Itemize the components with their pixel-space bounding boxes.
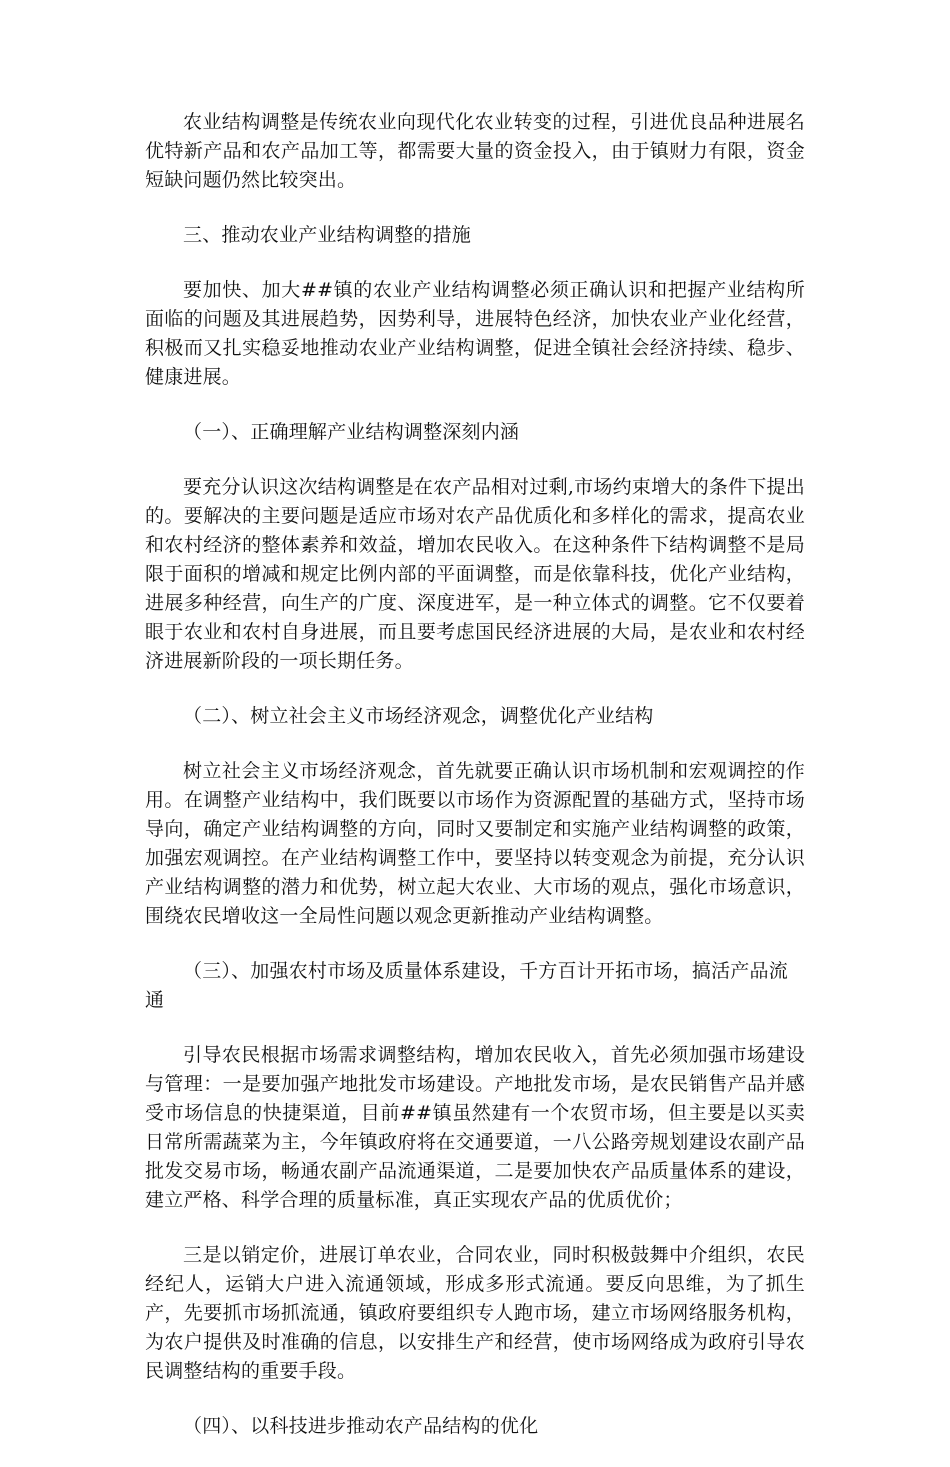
subheading-2: （二）、树立社会主义市场经济观念，调整优化产业结构 xyxy=(183,705,654,727)
document-body xyxy=(145,108,805,1467)
subheading-3: （三）、加强农村市场及质量体系建设，千方百计开拓市场，搞活产品流通 xyxy=(145,960,788,1011)
subheading-1: （一）、正确理解产业结构调整深刻内涵 xyxy=(183,421,520,443)
paragraph-subsection-3b: 三是以销定价，进展订单农业，合同农业，同时积极鼓舞中介组织，农民经纪人，运销大户进入流通领域，形成多形式流通。要反向思维，为了抓生产，先要抓市场抓流通，镇政府要组织专人跑市场，建立市场网络服务机构，为农户提供及时准确的信息，以安排生产和经营，使市场网络成为政府引导农民调整结构的重要手段。 xyxy=(145,1244,805,1382)
subheading-4: （四）、以科技进步推动农产品结构的优化 xyxy=(183,1415,539,1437)
paragraph-funding-shortage: 农业结构调整是传统农业向现代化农业转变的过程，引进优良品种进展名优特新产品和农产品加工等，都需要大量的资金投入，由于镇财力有限，资金短缺问题仍然比较突出。 xyxy=(145,111,805,191)
paragraph-subsection-3a: 引导农民根据市场需求调整结构，增加农民收入，首先必须加强市场建设与管理：一是要加强产地批发市场建设。产地批发市场，是农民销售产品并感受市场信息的快捷渠道，目前##镇虽然建有一个农贸市场，但主要是以买卖日常所需蔬菜为主，今年镇政府将在交通要道，一八公路旁规划建设农副产品批发交易市场，畅通农副产品流通渠道，二是要加快农产品质量体系的建设，建立严格、科学合理的质量标准，真正实现农产品的优质优价； xyxy=(145,1044,805,1211)
paragraph-subsection-2: 树立社会主义市场经济观念，首先就要正确认识市场机制和宏观调控的作用。在调整产业结构中，我们既要以市场作为资源配置的基础方式，坚持市场导向，确定产业结构调整的方向，同时又要制定和实施产业结构调整的政策，加强宏观调控。在产业结构调整工作中，要坚持以转变观念为前提，充分认识产业结构调整的潜力和优势，树立起大农业、大市场的观点，强化市场意识，围绕农民增收这一全局性问题以观念更新推动产业结构调整。 xyxy=(145,760,805,927)
paragraph-subsection-1: 要充分认识这次结构调整是在农产品相对过剩,市场约束增大的条件下提出的。要解决的主要问题是适应市场对农产品优质化和多样化的需求，提高农业和农村经济的整体素养和效益，增加农民收入。在这种条件下结构调整不是局限于面积的增减和规定比例内部的平面调整，而是依靠科技，优化产业结构，进展多种经营，向生产的广度、深度进军，是一种立体式的调整。它不仅要着眼于农业和农村自身进展，而且要考虑国民经济进展的大局，是农业和农村经济进展新阶段的一项长期任务。 xyxy=(145,476,805,672)
section-heading-measures: 三、推动农业产业结构调整的措施 xyxy=(183,224,472,246)
paragraph-measures-intro: 要加快、加大##镇的农业产业结构调整必须正确认识和把握产业结构所面临的问题及其进展趋势，因势利导，进展特色经济，加快农业产业化经营，积极而又扎实稳妥地推动农业产业结构调整，促进全镇社会经济持续、稳步、健康进展。 xyxy=(145,279,805,388)
